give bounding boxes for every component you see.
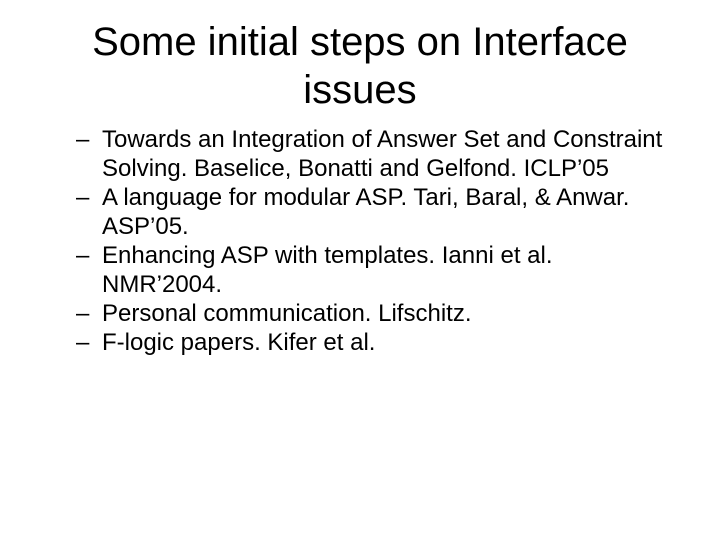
slide-title: Some initial steps on Interface issues: [92, 20, 628, 112]
bullet-text: A language for modular ASP. Tari, Baral, & Anwar. ASP’05.: [102, 184, 630, 240]
dash-bullet: –: [76, 184, 90, 211]
list-item: [76, 299, 676, 328]
bullet-text: Personal communication. Lifschitz.: [102, 300, 472, 327]
list-item: [76, 241, 676, 299]
bullet-text: F-logic papers. Kifer et al.: [102, 329, 376, 356]
bullet-text: Enhancing ASP with templates. Ianni et al. NMR’2004.: [102, 242, 553, 298]
dash-bullet: –: [76, 242, 90, 269]
list-item: [76, 328, 676, 357]
dash-bullet: –: [76, 126, 90, 153]
bullet-text: Towards an Integration of Answer Set and Constraint Solving. Baselice, Bonatti and Gelfond. ICLP’05: [102, 126, 663, 182]
dash-bullet: –: [76, 300, 90, 327]
list-item: [76, 125, 676, 183]
list-item: [76, 183, 676, 241]
dash-bullet: –: [76, 329, 90, 356]
bullet-list: [76, 125, 676, 357]
